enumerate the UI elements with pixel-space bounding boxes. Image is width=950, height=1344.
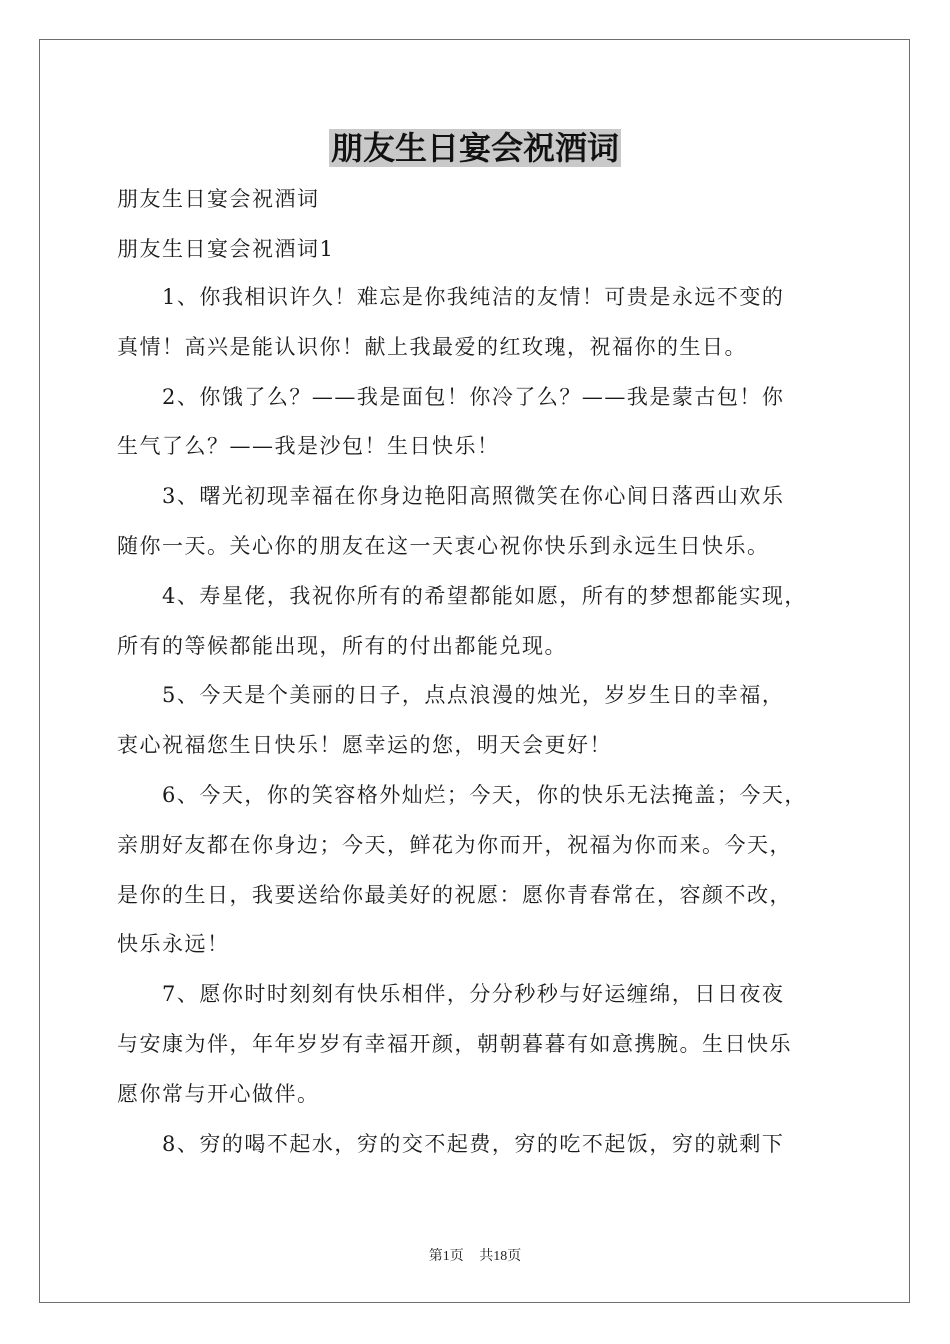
text-line: 3、曙光初现幸福在你身边艳阳高照微笑在你心间日落西山欢乐 [117, 484, 785, 509]
page-number: 第1页 [428, 1249, 464, 1264]
section-heading: 朋友生日宴会祝酒词1 [117, 237, 335, 261]
text-line: 2、你饿了么？——我是面包！你冷了么？——我是蒙古包！你 [117, 384, 785, 409]
text-line: 所有的等候都能出现，所有的付出都能兑现。 [117, 633, 567, 658]
page-total: 共18页 [479, 1249, 522, 1264]
text-line: 1、你我相识许久！难忘是你我纯洁的友情！可贵是永远不变的 [117, 285, 785, 309]
document-title-text: 朋友生日宴会祝酒词 [330, 129, 619, 167]
text-line: 愿你常与开心做伴。 [117, 1081, 320, 1106]
page-footer [0, 1245, 950, 1265]
text-line: 5、今天是个美丽的日子，点点浪漫的烛光，岁岁生日的幸福， [117, 683, 785, 708]
text-line: 衷心祝福您生日快乐！愿幸运的您，明天会更好！ [117, 733, 612, 758]
text-line: 与安康为伴，年年岁岁有幸福开颜，朝朝暮暮有如意携腕。生日快乐 [117, 1031, 792, 1056]
text-line: 生气了么？——我是沙包！生日快乐！ [117, 434, 500, 459]
text-line: 8、穷的喝不起水，穷的交不起费，穷的吃不起饭，穷的就剩下 [117, 1131, 785, 1156]
text-line: 随你一天。关心你的朋友在这一天衷心祝你快乐到永远生日快乐。 [117, 533, 770, 558]
text-line: 真情！高兴是能认识你！献上我最爱的红玫瑰，祝福你的生日。 [117, 334, 747, 359]
document-subtitle: 朋友生日宴会祝酒词 [117, 187, 320, 211]
text-line: 4、寿星佬，我祝你所有的希望都能如愿，所有的梦想都能实现， [117, 583, 807, 608]
text-line: 6、今天，你的笑容格外灿烂；今天，你的快乐无法掩盖；今天， [117, 782, 807, 807]
document-title [0, 124, 950, 172]
text-line: 快乐永远！ [117, 932, 230, 957]
text-line: 是你的生日，我要送给你最美好的祝愿：愿你青春常在，容颜不改， [117, 882, 792, 907]
body-text [117, 273, 845, 1169]
text-line: 7、愿你时时刻刻有快乐相伴，分分秒秒与好运缠绵，日日夜夜 [117, 982, 785, 1007]
text-line: 亲朋好友都在你身边；今天，鲜花为你而开，祝福为你而来。今天， [117, 832, 792, 857]
